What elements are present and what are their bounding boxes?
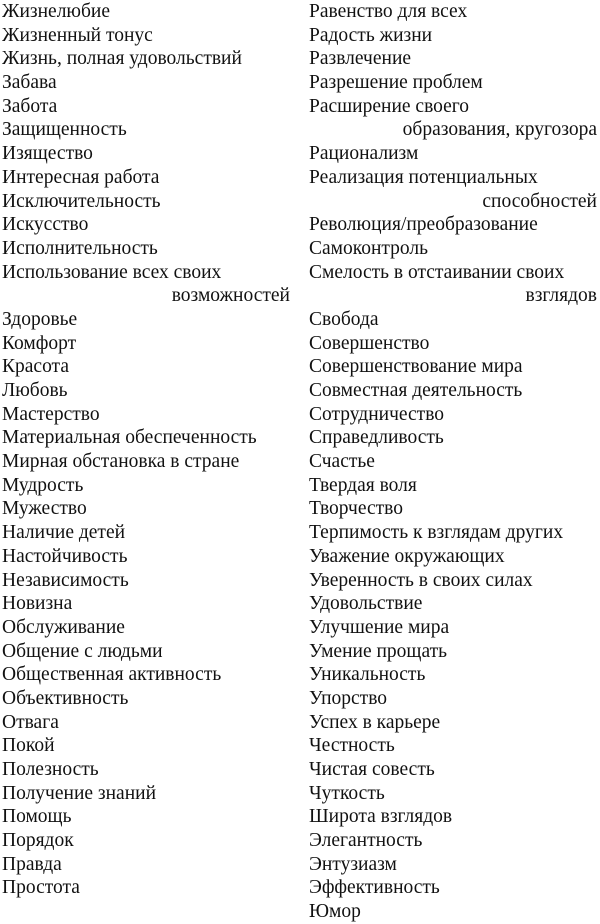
list-item: Разрешение проблем bbox=[309, 72, 483, 94]
list-item: Любовь bbox=[2, 380, 68, 401]
list-item: Уникальность bbox=[309, 664, 426, 686]
list-item: Обслуживание bbox=[2, 616, 125, 638]
list-item: Порядок bbox=[2, 830, 74, 852]
list-item: Терпимость к взглядам других bbox=[309, 522, 564, 544]
list-item: Жизнелюбие bbox=[2, 1, 111, 22]
list-item: Радость жизни bbox=[309, 24, 433, 46]
list-item: Энтузиазм bbox=[309, 853, 397, 875]
list-item: Исполнительность bbox=[2, 237, 158, 259]
list-item: Упорство bbox=[309, 687, 388, 709]
list-item: Жизненный тонус bbox=[2, 24, 153, 46]
list-item: Интересная работа bbox=[2, 166, 160, 188]
list-item: Простота bbox=[2, 877, 80, 899]
list-item: Полезность bbox=[2, 759, 99, 780]
list-item: Справедливость bbox=[309, 427, 444, 449]
list-item: Чистая совесть bbox=[309, 759, 435, 780]
list-item: Честность bbox=[309, 735, 395, 757]
list-item: Мастерство bbox=[2, 403, 100, 425]
list-item: Совместная деятельность bbox=[309, 380, 523, 401]
list-item: Уверенность в своих силах bbox=[309, 569, 533, 591]
list-item: Жизнь, полная удовольствий bbox=[2, 48, 242, 70]
list-item: Материальная обеспеченность bbox=[2, 427, 257, 449]
list-item: Объективность bbox=[2, 687, 129, 709]
list-item: Забава bbox=[2, 72, 57, 94]
list-item: Твердая воля bbox=[309, 474, 417, 496]
list-item: Общественная активность bbox=[2, 664, 222, 686]
list-item: Революция/преобразование bbox=[309, 214, 538, 236]
list-item: Мужество bbox=[2, 498, 87, 520]
list-item: Забота bbox=[2, 95, 58, 117]
list-item: Изящество bbox=[2, 143, 93, 165]
list-item: Равенство для всех bbox=[309, 1, 468, 22]
list-item: Искусство bbox=[2, 214, 89, 236]
list-item: Смелость в отстаивании своих bbox=[309, 261, 565, 283]
list-item: Новизна bbox=[2, 593, 73, 615]
list-item: Чуткость bbox=[309, 782, 385, 804]
list-item: Правда bbox=[2, 853, 62, 875]
list-item: Расширение своего bbox=[309, 95, 470, 117]
list-item: Защищенность bbox=[2, 119, 127, 141]
list-item-continuation: возможностей bbox=[171, 285, 290, 307]
list-item: Отвага bbox=[2, 711, 59, 733]
list-item-continuation: способностей bbox=[482, 190, 597, 212]
list-item: Сотрудничество bbox=[309, 403, 445, 425]
list-item: Самоконтроль bbox=[309, 237, 429, 259]
list-item: Широта взглядов bbox=[309, 806, 453, 828]
list-item: Мирная обстановка в стране bbox=[2, 451, 240, 473]
list-item: Совершенство bbox=[309, 332, 430, 354]
list-item: Использование всех своих bbox=[2, 261, 222, 283]
list-item: Свобода bbox=[309, 308, 379, 330]
right-column bbox=[309, 0, 599, 924]
list-item: Общение с людьми bbox=[2, 640, 163, 662]
list-item: Удовольствие bbox=[309, 593, 423, 615]
list-item: Совершенствование мира bbox=[309, 356, 523, 378]
list-item: Независимость bbox=[2, 569, 129, 591]
list-item-continuation: взглядов bbox=[525, 285, 597, 307]
list-item: Покой bbox=[2, 735, 55, 757]
list-item: Помощь bbox=[2, 806, 72, 828]
list-item: Успех в карьере bbox=[309, 711, 441, 733]
list-item: Настойчивость bbox=[2, 545, 128, 567]
list-item: Рационализм bbox=[309, 143, 419, 165]
list-item: Получение знаний bbox=[2, 782, 157, 804]
list-item: Счастье bbox=[309, 451, 375, 473]
list-item: Элегантность bbox=[309, 830, 423, 852]
list-item: Уважение окружающих bbox=[309, 545, 505, 567]
list-item: Наличие детей bbox=[2, 522, 126, 544]
list-item: Здоровье bbox=[2, 308, 78, 330]
list-item: Улучшение мира bbox=[309, 616, 450, 638]
list-item: Развлечение bbox=[309, 48, 412, 70]
list-item: Комфорт bbox=[2, 332, 77, 354]
list-item: Юмор bbox=[309, 901, 361, 923]
list-item: Эффективность bbox=[309, 877, 440, 899]
left-column bbox=[2, 0, 292, 900]
list-item: Творчество bbox=[309, 498, 403, 520]
list-item: Исключительность bbox=[2, 190, 161, 212]
list-item-continuation: образования, кругозора bbox=[402, 119, 597, 141]
list-item: Умение прощать bbox=[309, 640, 448, 662]
list-item: Мудрость bbox=[2, 474, 84, 496]
list-item: Реализация потенциальных bbox=[309, 166, 538, 188]
list-item: Красота bbox=[2, 356, 69, 378]
